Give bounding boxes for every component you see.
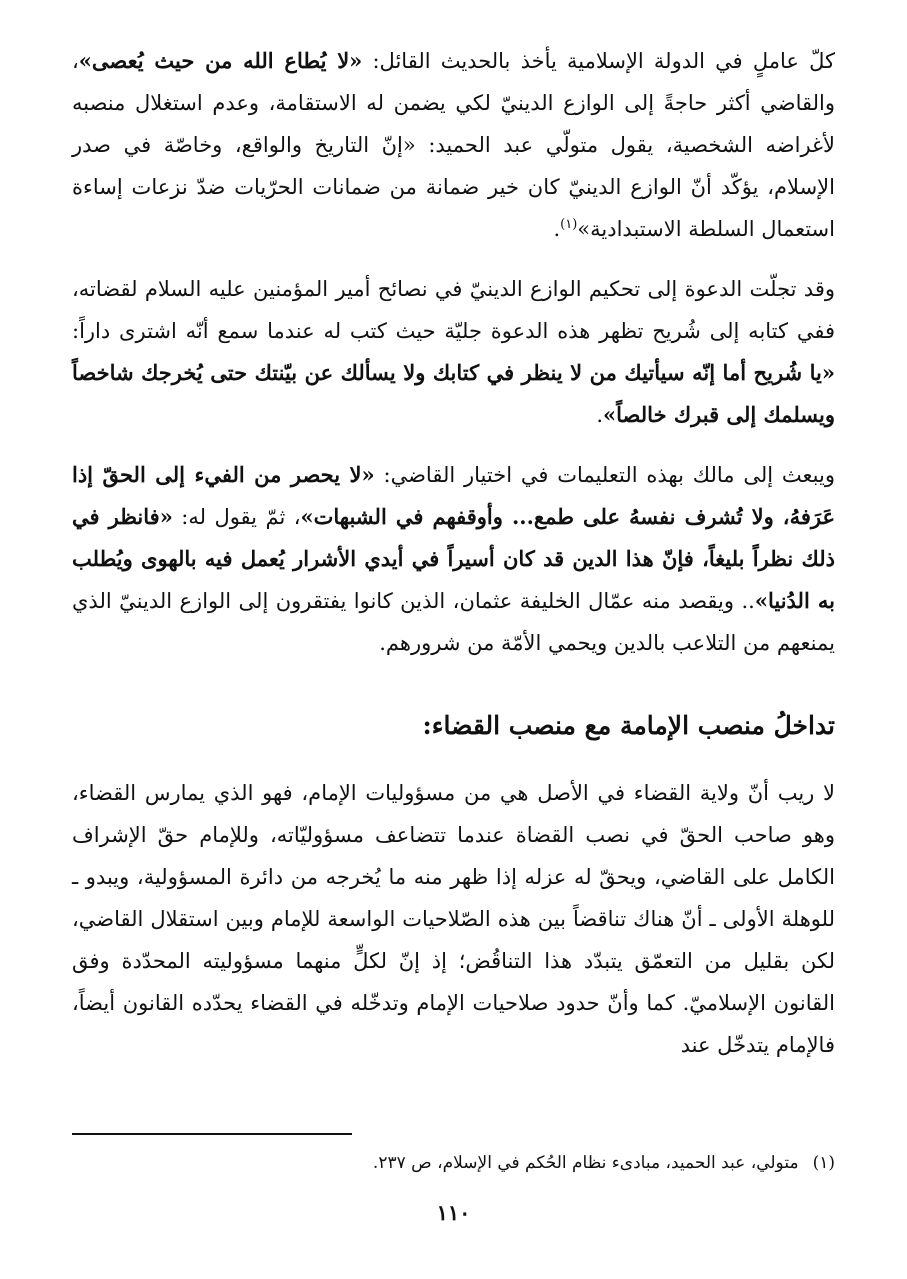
instruction-quote-2: «فانظر في ذلك نظراً بليغاً، فإنّ هذا الدين قد كان أسيراً في أيدي الأشرار يُعمل فيه بالهوى ويُطلب به الدُنيا» [72,504,835,613]
footnote [373,1146,835,1180]
paragraph-2-text-a: وقد تجلّت الدعوة إلى تحكيم الوازع الدينيّ في نصائح أمير المؤمنين عليه السلام لقضاته، ففي كتابه إلى شُريح تظهر هذه الدعوة جليّة حيث كتب له عندما سمع أنّه اشترى داراً: [72,277,835,343]
section-heading: تداخلُ منصب الإمامة مع منصب القضاء: [422,711,835,740]
instruction-quote-1: «لا يحصر من الفيء إلى الحقّ إذا عَرَفهُ، ولا تُشرف نفسهُ على طمع... وأوقفهم في الشبهات» [72,462,835,529]
paragraph-2-text-b: . [596,403,604,427]
book-page [72,40,835,1279]
footnote-text: متولي، عبد الحميد، مبادىء نظام الحُكم في الإسلام، ص ٢٣٧. [372,1153,799,1173]
hadith-quote: «لا يُطاع الله من حيث يُعصى» [78,48,363,73]
paragraph-3-text-c: .. ويقصد منه عمّال الخليفة عثمان، الذين كانوا يفتقرون إلى الوازع الدينيّ الذي يمنعهم من التلاعب بالدين ويحمي الأمّة من شرورهم. [72,589,835,655]
paragraph-3-text-b: ، ثمّ يقول له: [172,505,301,529]
paragraph-1-text-a: كلّ عاملٍ في الدولة الإسلامية يأخذ بالحديث القائل: [362,49,835,73]
page-number: ١١٠ [436,1200,471,1225]
paragraph-1 [72,40,835,250]
paragraph-1-text-c: . [553,217,561,241]
paragraph-3-text-a: ويبعث إلى مالك بهذه التعليمات في اختيار القاضي: [374,463,835,487]
paragraph-3 [72,454,835,664]
paragraph-1-text-b: ، والقاضي أكثر حاجةً إلى الوازع الدينيّ لكي يضمن له الاستقامة، وعدم استغلال منصبه لأغراضه الشخصية، يقول متولّي عبد الحميد: «إنّ التاريخ والواقع، وخاصّة في صدر الإسلام، يؤكّد أنّ الوازع الدينيّ كان خير ضمانة من ضمانات الحرّيات ضدّ نزعات إساءة استعمال السلطة الاستبدادية» [72,49,835,241]
footnote-number: (١) [812,1153,835,1173]
paragraph-2 [72,268,835,436]
letter-quote: «يا شُريح أما إنّه سيأتيك من لا ينظر في كتابك ولا يسألك عن بيّنتك حتى يُخرجك شاخصاً ويسلمك إلى قبرك خالصاً» [72,360,835,427]
footnote-divider [72,1133,352,1135]
paragraph-4: لا ريب أنّ ولاية القضاء في الأصل هي من مسؤوليات الإمام، فهو الذي يمارس القضاء، وهو صاحب الحقّ في نصب القضاة عندما تتضاعف مسؤوليّاته، وللإمام حقّ الإشراف الكامل على القاضي، ويحقّ له عزله إذا ظهر منه ما يُخرجه من دائرة المسؤولية، ويبدو ـ للوهلة الأولى ـ أنّ هناك تناقضاً بين هذه الصّلاحيات الواسعة للإمام وبين استقلال القاضي، لكن بقليل من التعمّق يتبدّد هذا التناقُض؛ إذ إنّ لكلٍّ منهما مسؤوليته المحدّدة وفق القانون الإسلاميّ. كما وأنّ حدود صلاحيات الإمام وتدخّله في القضاء يحدّده القانون أيضاً، فالإمام يتدخّل عند [72,781,835,1057]
footnote-reference[interactable]: (١) [560,217,578,232]
